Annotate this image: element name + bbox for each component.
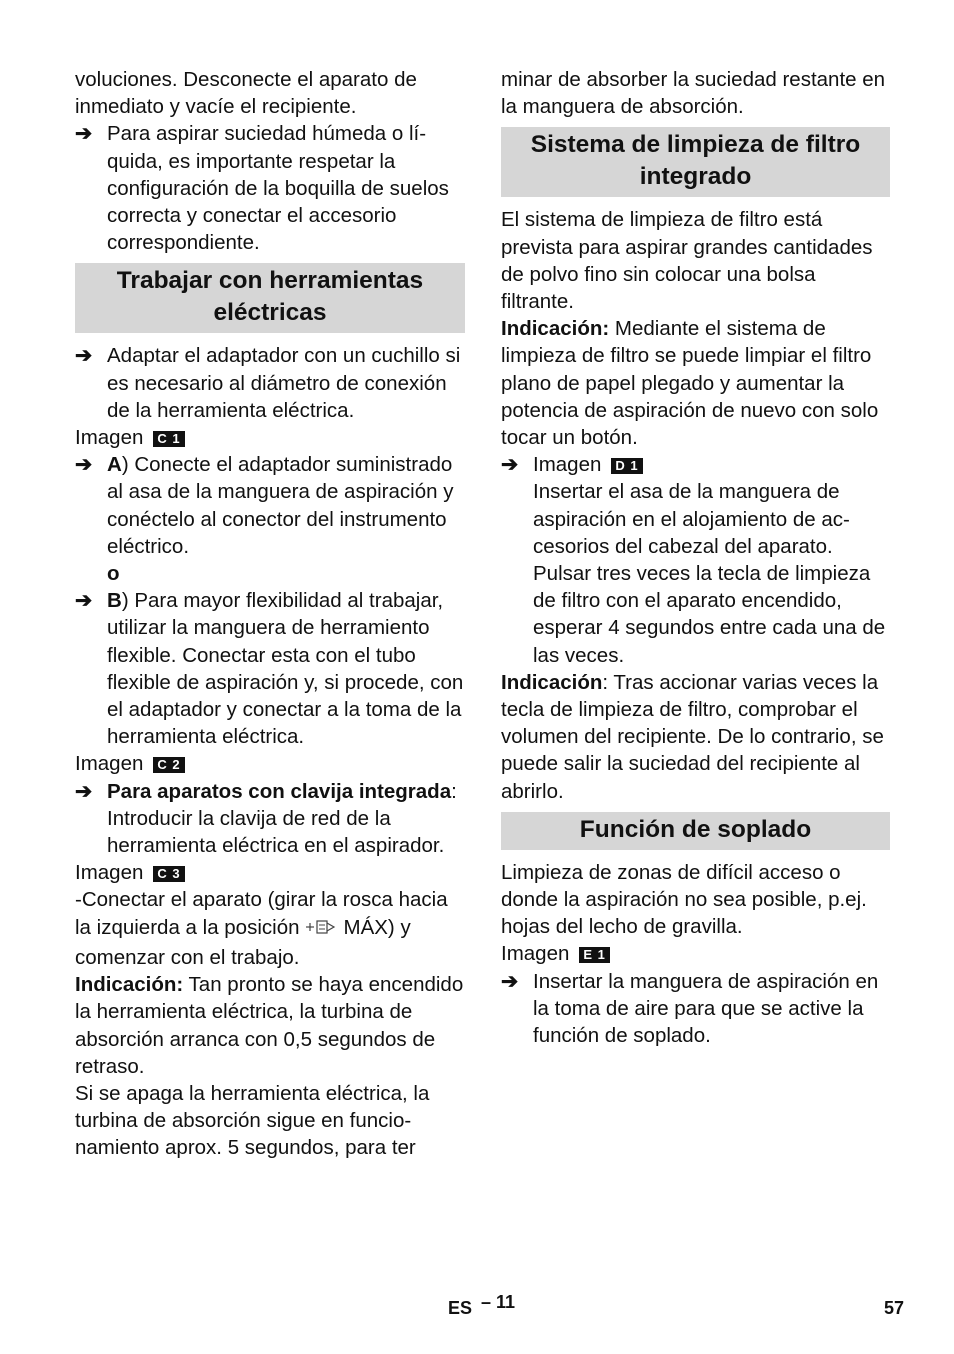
paragraph-part: -Conectar el aparato (girar la rosca hacia la izquierda a la posición (75, 888, 448, 939)
bullet-text (533, 451, 890, 669)
note-text: : Tras accionar varias veces la tecla de limpieza de filtro, comprobar el volumen del recipiente. De lo contrario, se puede salir la suciedad del recipiente al abrirlo. (501, 670, 884, 803)
section-heading-filter-cleaning: Sistema de limpieza de filtro integrado (501, 127, 890, 197)
figure-label: Imagen (75, 752, 144, 776)
figure-badge: C 2 (153, 757, 184, 773)
step-text: : Introducir la clavija de red de la herramienta eléctrica en el aspirador. (107, 779, 457, 858)
bullet-text (107, 587, 465, 750)
figure-label: Imagen (501, 942, 570, 966)
bullet-item (501, 451, 890, 669)
footer-language: ES (448, 1298, 473, 1318)
arrow-right-icon: ➔ (75, 779, 93, 803)
bullet-item (75, 451, 465, 560)
note-label: Indicación (501, 670, 603, 694)
note-label: Indicación: (501, 317, 610, 341)
bullet-text: Adaptar el adaptador con un cuchillo si es necesario al diámetro de conexión de la herramienta eléctrica. (107, 344, 461, 422)
section-heading-blow-function: Función de soplado (501, 812, 890, 850)
note-label: Indicación: (75, 973, 184, 997)
footer-section (448, 1292, 516, 1319)
figure-reference (501, 940, 890, 967)
bold-lead: Para aparatos con clavija integrada (107, 779, 452, 803)
paragraph: voluciones. Desconecte el aparato de inmediato y vacíe el recipiente. (75, 68, 417, 119)
step-text: ) Para mayor flexibilidad al trabajar, utilizar la manguera de herramiento flexible. Conectar esta con el tubo flexible de aspiración y, si procede, con el adaptador y conectar a la toma de la herramienta eléctrica. (107, 589, 464, 749)
note-text: Mediante el sistema de limpieza de filtro se puede limpiar el filtro plano de papel plegado y aumentar la potencia de aspiración de nuevo con solo tocar un botón. (501, 317, 879, 450)
figure-badge: D 1 (611, 458, 642, 474)
arrow-right-icon: ➔ (75, 589, 93, 613)
step-text: Insertar el asa de la manguera de aspiración en el alojamiento de accesorios del cabezal del aparato. Pulsar tres veces la tecla de limpieza de filtro con el aparato encendido, esperar 4 segundos entre cada una de las veces. (533, 480, 886, 667)
note (501, 669, 890, 805)
or-separator: o (107, 562, 120, 586)
note-text: Tan pronto se haya encendido la herramienta eléctrica, la turbina de absorción arranca con 0,5 segundos de retraso. (75, 973, 464, 1078)
bullet-item (75, 342, 465, 424)
step-key: B (107, 589, 122, 613)
bullet-text (107, 778, 465, 860)
paragraph (75, 886, 465, 971)
figure-badge: C 3 (153, 866, 184, 882)
paragraph: Si se apaga la herramienta eléctrica, la turbina de absorción sigue en funcionamiento aprox. 5 segundos, para ter (75, 1081, 430, 1160)
paragraph-part: MÁX) y comenzar con el trabajo. (75, 915, 411, 969)
arrow-right-icon: ➔ (75, 122, 93, 146)
bullet-item (75, 120, 465, 256)
bullet-item (75, 587, 465, 750)
section-heading-power-tools: Trabajar con herramientas eléctricas (75, 263, 465, 333)
paragraph: minar de absorber la suciedad restante en la manguera de absorción. (501, 68, 886, 119)
figure-label: Imagen (533, 453, 602, 477)
figure-reference (75, 424, 465, 451)
power-tool-position-icon (304, 917, 340, 944)
arrow-right-icon: ➔ (501, 969, 519, 993)
left-column (75, 66, 465, 1162)
figure-reference (75, 859, 465, 886)
figure-badge: E 1 (579, 947, 610, 963)
bullet-item (501, 968, 890, 1050)
page-number: 57 (884, 1298, 905, 1318)
note (75, 971, 465, 1080)
bullet-item (75, 778, 465, 860)
paragraph: El sistema de limpieza de filtro está prevista para aspirar grandes cantidades de polvo fino sin colocar una bolsa filtrante. (501, 208, 873, 314)
right-column (501, 66, 890, 1049)
figure-badge: C 1 (153, 431, 184, 447)
arrow-right-icon: ➔ (75, 344, 93, 368)
step-key: A (107, 453, 122, 477)
figure-reference (75, 750, 465, 777)
paragraph: Limpieza de zonas de difícil acceso o donde la aspiración no sea posible, p.ej. hojas del lecho de gravilla. (501, 860, 867, 939)
arrow-right-icon: ➔ (75, 453, 93, 477)
footer-section-number: – 11 (481, 1292, 516, 1312)
note (501, 315, 890, 451)
step-text: ) Conecte el adaptador suministrado al asa de la manguera de aspiración y conéctelo al conector del instrumento eléctrico. (107, 453, 454, 558)
bullet-text: Insertar la manguera de aspiración en la toma de aire para que se active la función de soplado. (533, 969, 879, 1048)
figure-label: Imagen (75, 426, 144, 450)
bullet-text: Para aspirar suciedad húmeda o líquida, es importante respetar la configuración de la boquilla de suelos correcta y conectar el accesorio correspondiente. (107, 122, 449, 255)
arrow-right-icon: ➔ (501, 453, 519, 477)
bullet-text (107, 451, 465, 560)
figure-label: Imagen (75, 861, 144, 885)
